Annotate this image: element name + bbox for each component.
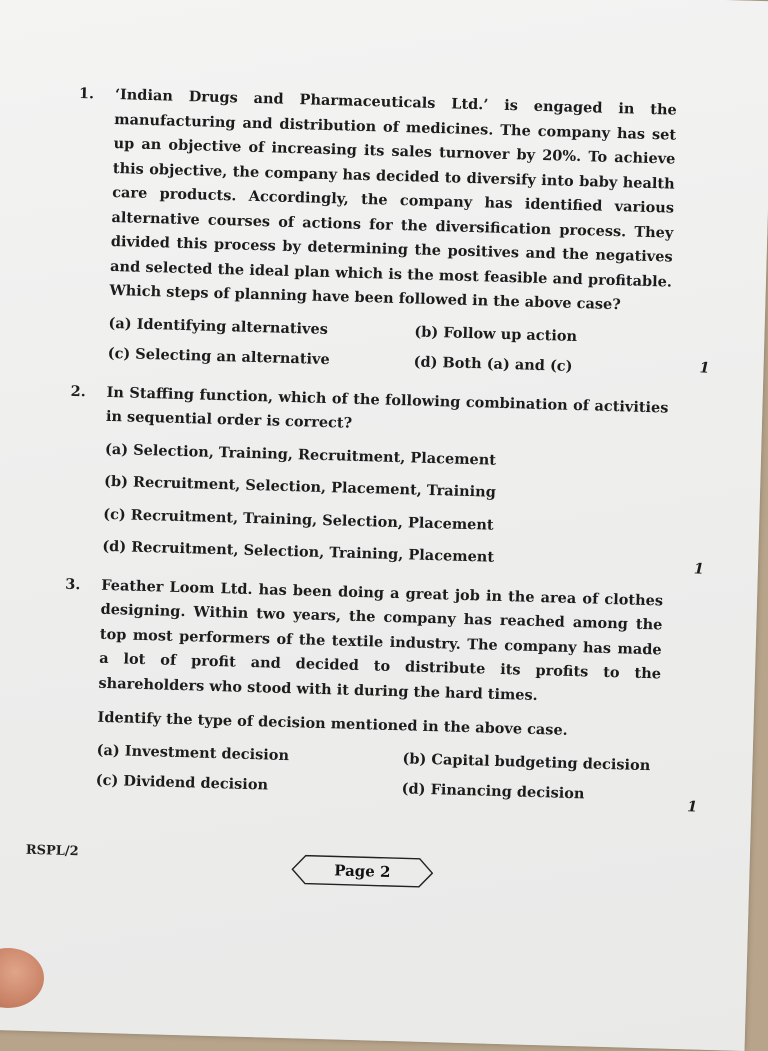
question-text: ‘Indian Drugs and Pharmaceuticals Ltd.’ is engaged in the manufacturing and distribution of medicines. The company has set up an objective of increasing its sales turnover by 20%. To achieve this objective, the company has decided to diversify into baby health care products. Accordingly, the company has identified various alternative courses of actions for the diversification process. They divided this process by determining the positives and the negatives and selected the ideal plan which is the most feasible and profitable. Which steps of planning have been followed in the above case? — [109, 86, 677, 314]
options-list — [102, 437, 667, 575]
marks: 1 — [699, 359, 710, 377]
options-grid — [95, 738, 658, 809]
option-a: (a) Investment decision — [96, 741, 290, 764]
option-c: (c) Recruitment, Training, Selection, Placement — [102, 505, 494, 534]
option-c: (c) Dividend decision — [95, 771, 269, 794]
option-b: (b) Capital budgeting decision — [402, 749, 651, 774]
option-d: (d) Financing decision — [401, 780, 585, 803]
page-number: Page 2 — [333, 861, 391, 881]
question-stem: Identify the type of decision mentioned in the above case. — [97, 708, 568, 739]
question-1 — [78, 82, 710, 382]
question-list — [65, 82, 710, 823]
page-number-box — [291, 854, 434, 888]
question-2 — [70, 380, 705, 578]
marks: 1 — [693, 560, 705, 578]
question-number: 1. — [78, 85, 95, 103]
option-c: (c) Selecting an alternative — [107, 344, 330, 369]
marks: 1 — [686, 798, 698, 816]
option-a: (a) Identifying alternatives — [108, 314, 329, 338]
question-number: 2. — [70, 382, 87, 400]
option-d: (d) Both (a) and (c) — [413, 353, 573, 375]
question-3 — [65, 573, 698, 816]
option-a: (a) Selection, Training, Recruitment, Placement — [104, 440, 497, 469]
question-number: 3. — [65, 575, 81, 593]
option-d: (d) Recruitment, Selection, Training, Placement — [102, 537, 495, 566]
option-b: (b) Recruitment, Selection, Placement, Training — [103, 472, 497, 501]
question-text: Feather Loom Ltd. has been doing a great job in the area of clothes designing. Within two years, the company has reached among the top most performers of the textile industry. The company has made a lot of profit and decided to distribute its profits to the shareholders who stood with it during the hard times. — [98, 576, 664, 704]
options-grid — [107, 311, 670, 382]
question-text: In Staffing function, which of the following combination of activities in sequential order is correct? — [105, 383, 669, 432]
paper-code: RSPL/2 — [25, 842, 79, 860]
option-b: (b) Follow up action — [414, 322, 578, 345]
